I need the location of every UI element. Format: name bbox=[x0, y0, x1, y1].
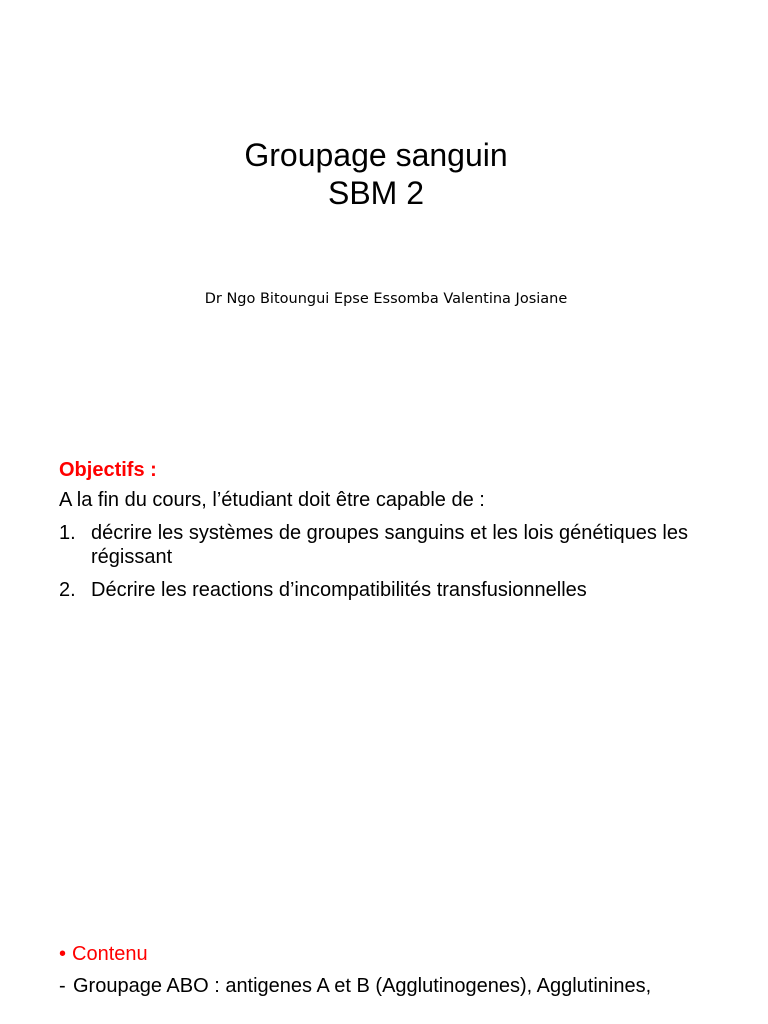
objective-number: 2. bbox=[59, 579, 76, 601]
objective-text: Décrire les reactions d’incompatibilités transfusionnelles bbox=[91, 579, 587, 601]
contenu-heading-label: Contenu bbox=[72, 943, 148, 965]
objectives-list bbox=[59, 521, 739, 611]
dash-marker: - bbox=[59, 975, 66, 997]
objectives-intro: A la fin du cours, l’étudiant doit être capable de : bbox=[59, 489, 485, 511]
contenu-item bbox=[59, 974, 733, 998]
bullet-icon: • bbox=[59, 943, 67, 965]
contenu-item-text: Groupage ABO : antigenes A et B (Agglutinogenes), Agglutinines, bbox=[73, 975, 652, 997]
objective-item bbox=[59, 521, 739, 569]
objectives-heading: Objectifs : bbox=[59, 459, 157, 481]
author-name: Dr Ngo Bitoungui Epse Essomba Valentina Josiane bbox=[204, 291, 568, 307]
contenu-heading bbox=[59, 941, 148, 967]
title-line-1: Groupage sanguin bbox=[244, 137, 508, 173]
objective-number: 1. bbox=[59, 522, 76, 544]
slide-title bbox=[0, 136, 752, 212]
objective-item bbox=[59, 578, 739, 602]
objective-text: décrire les systèmes de groupes sanguins et les lois génétiques les régissant bbox=[91, 522, 688, 568]
title-line-2: SBM 2 bbox=[327, 175, 425, 211]
